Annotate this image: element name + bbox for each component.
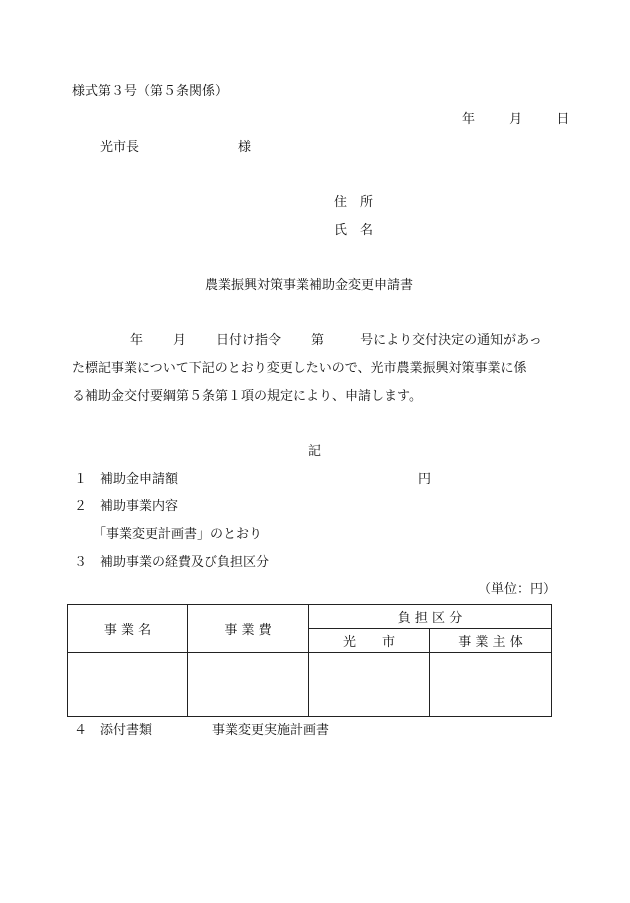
ki-heading: 記 bbox=[308, 444, 322, 459]
item4-num: ４ bbox=[74, 723, 88, 738]
address-label: 住 所 bbox=[334, 195, 374, 210]
body-date-label: 日付け指令 bbox=[216, 333, 282, 348]
item4-value: 事業変更実施計画書 bbox=[212, 723, 330, 738]
addressee-name: 光市長 bbox=[100, 140, 140, 155]
date-year: 年 bbox=[462, 112, 476, 127]
cell-project-cost bbox=[188, 653, 309, 717]
body-line-3: る補助金交付要綱第５条第１項の規定により、申請します。 bbox=[72, 389, 422, 404]
body-line-2: た標記事業について下記のとおり変更したいので、光市農業振興対策事業に係 bbox=[72, 361, 527, 376]
cell-city bbox=[309, 653, 430, 717]
date-day: 日 bbox=[556, 112, 570, 127]
cell-project-name bbox=[68, 653, 188, 717]
item3-num: ３ bbox=[74, 555, 88, 570]
cost-table bbox=[67, 604, 552, 717]
header-project-cost: 事 業 費 bbox=[188, 605, 309, 653]
body-rest: 号により交付決定の通知があっ bbox=[360, 333, 542, 348]
name-label: 氏 名 bbox=[334, 223, 374, 238]
item1-unit: 円 bbox=[418, 472, 432, 487]
item4-label: 添付書類 bbox=[100, 723, 153, 738]
date-line bbox=[462, 112, 569, 128]
body-line-1 bbox=[130, 333, 542, 349]
header-operator: 事 業 主 体 bbox=[430, 629, 552, 653]
header-burden: 負 担 区 分 bbox=[309, 605, 552, 629]
body-month: 月 bbox=[173, 333, 187, 348]
cell-operator bbox=[430, 653, 552, 717]
item1-label: 補助金申請額 bbox=[100, 472, 179, 487]
body-dai: 第 bbox=[311, 333, 325, 348]
item3-label: 補助事業の経費及び負担区分 bbox=[100, 555, 270, 570]
item2-detail: 「事業変更計画書」のとおり bbox=[93, 527, 263, 542]
unit-note: （単位：円） bbox=[478, 582, 557, 597]
body-year: 年 bbox=[130, 333, 144, 348]
header-project-name: 事 業 名 bbox=[68, 605, 188, 653]
document-title: 農業振興対策事業補助金変更申請書 bbox=[205, 278, 414, 293]
item2-num: ２ bbox=[74, 499, 88, 514]
item2-label: 補助事業内容 bbox=[100, 499, 179, 514]
item1-num: １ bbox=[74, 472, 88, 487]
date-month: 月 bbox=[509, 112, 523, 127]
addressee-honorific: 様 bbox=[238, 140, 252, 155]
header-city: 光 市 bbox=[309, 629, 430, 653]
form-number: 様式第３号（第５条関係） bbox=[72, 84, 229, 99]
